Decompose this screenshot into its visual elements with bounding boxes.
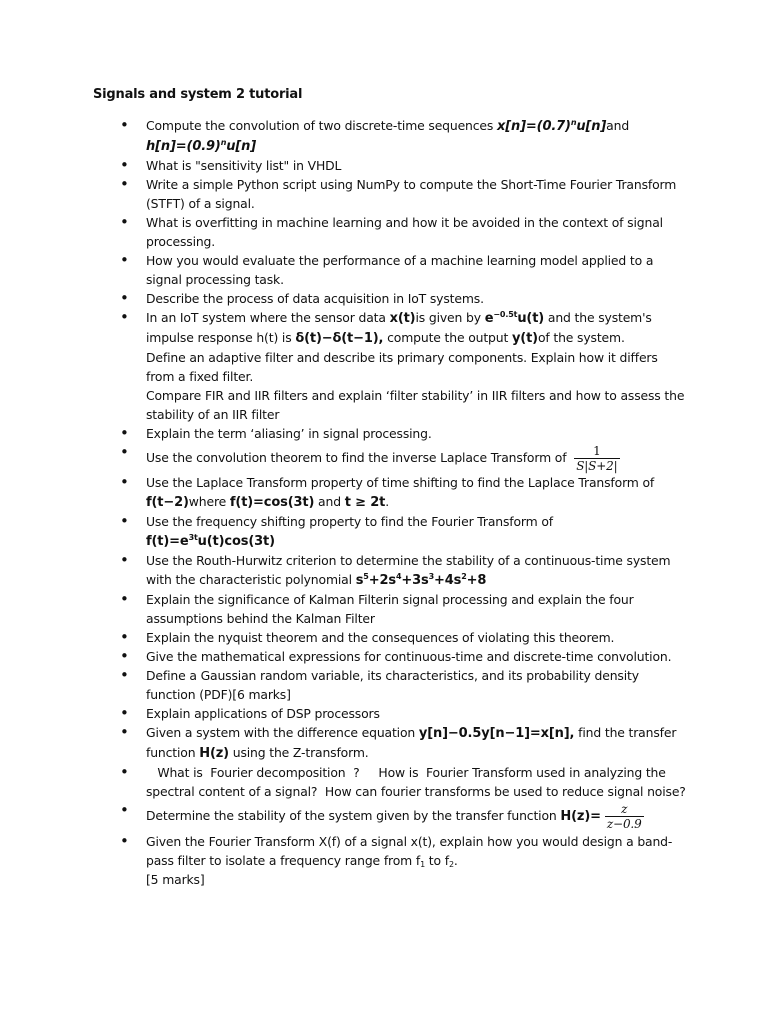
question-routh-hurwitz: • Use the Routh-Hurwitz criterion to determine the stability of a continuous-time system with the characteristic polynomial $s^5+2s^4+3s^3+4s^2+8$ — [0, 551, 686, 590]
question-adaptive-filter: Define an adaptive filter and describe its primary components. Explain how it differs from a fixed filter. — [146, 350, 658, 384]
fraction-transfer-function: $\frac{z}{z-0.9}$ — [606, 802, 642, 831]
question-fir-iir: Compare FIR and IIR filters and explain ‘filter stability’ in IIR filters and how to assess the stability of an IIR filter — [146, 388, 685, 422]
question-kalman: • Explain the significance of Kalman Filterin signal processing and explain the four assumptions behind the Kalman Filter — [0, 590, 686, 628]
question-iot-acquisition: • Describe the process of data acquisition in IoT systems. — [0, 289, 686, 308]
question-vhdl: • What is "sensitivity list" in VHDL — [0, 156, 686, 175]
question-ml-evaluation: • How you would evaluate the performance of a machine learning model applied to a signal processing task. — [0, 251, 686, 289]
question-fourier-decomposition: • What is Fourier decomposition ? How is Fourier Transform used in analyzing the spectral content of a signal? How can fourier transforms be used to reduce signal noise? — [0, 763, 686, 801]
question-iot-system: • In an IoT system where the sensor data x(t)is given by $e^{-0.5t}u(t)$ and the system's impulse response h(t) is δ(t)−δ(t−1), compute the output y(t)of the system. Define an adaptive filter and describe its primary components. Explain how it differs from a fixed filter. Compare FIR and IIR filters and explain ‘filter stability’ in IIR filters and how to assess the stability of an IIR filter — [0, 308, 686, 424]
question-stft: • Write a simple Python script using NumPy to compute the Short-Time Fourier Transform (STFT) of a signal. — [0, 175, 686, 213]
question-frequency-shift: • Use the frequency shifting property to find the Fourier Transform of $f(t)=e^{3t}u(t)\cos(3t)$ — [0, 512, 686, 551]
question-laplace-shift: • Use the Laplace Transform property of time shifting to find the Laplace Transform of f(t−2)where f(t)=cos(3t) and t ≥ 2t. — [0, 473, 686, 512]
question-gaussian: • Define a Gaussian random variable, its characteristics, and its probability density function (PDF)[6 marks] — [0, 666, 686, 704]
question-band-pass: • Given the Fourier Transform X(f) of a signal x(t), explain how you would design a band-pass filter to isolate a frequency range from $f_1$ to $f_2$. [5 marks] — [0, 832, 686, 889]
question-aliasing: • Explain the term ‘aliasing’ in signal processing. — [0, 424, 686, 443]
question-convolution-expressions: • Give the mathematical expressions for continuous-time and discrete-time convolution. — [0, 647, 686, 666]
question-nyquist: • Explain the nyquist theorem and the consequences of violating this theorem. — [0, 628, 686, 647]
question-inverse-laplace: • Use the convolution theorem to find the inverse Laplace Transform of $\frac{1}{S|S+2|}$ — [0, 443, 686, 473]
marks-label: [5 marks] — [146, 872, 205, 887]
fraction-inverse-laplace: $\frac{1}{S|S+2|}$ — [576, 444, 618, 473]
question-overfitting: • What is overfitting in machine learning and how it be avoided in the context of signal processing. — [0, 213, 686, 251]
question-stability: • Determine the stability of the system given by the transfer function H(z)= $\frac{z}{z-0.9}$ — [0, 801, 686, 832]
question-dsp-applications: • Explain applications of DSP processors — [0, 704, 686, 723]
question-difference-equation: • Given a system with the difference equation y[n]−0.5y[n−1]=x[n], find the transfer function H(z) using the Z-transform. — [0, 723, 686, 763]
question-list — [0, 116, 768, 889]
document-title: Signals and system 2 tutorial — [93, 87, 303, 102]
question-convolution: • Compute the convolution of two discrete-time sequences $x[n]=(0.7)^nu[n]and$ $h[n]=(0.9)^nu[n]$ — [0, 116, 686, 156]
